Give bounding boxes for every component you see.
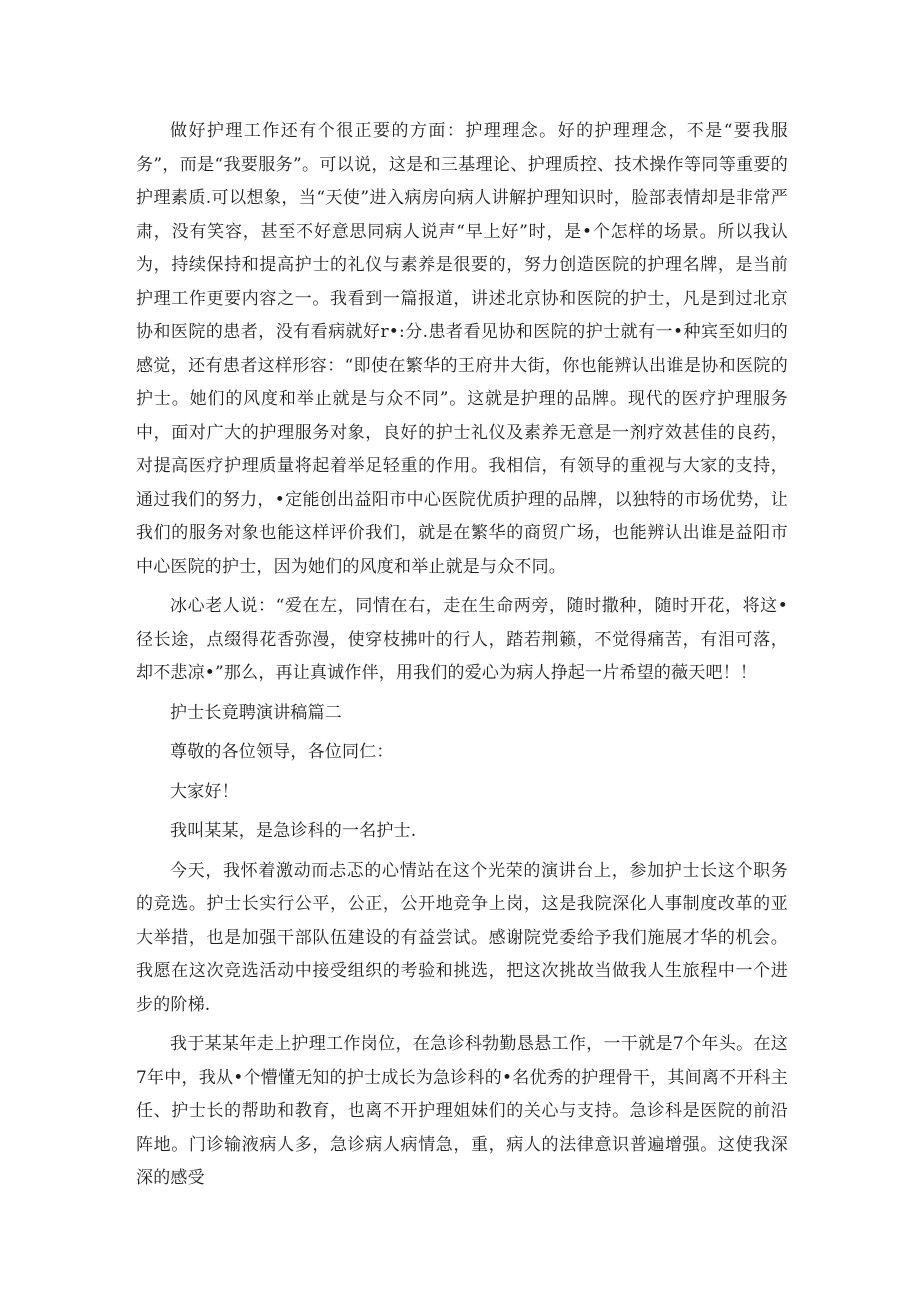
paragraph-bingxin-quote: 冰心老人说：“爱在左，同情在右，走在生命两旁，随时撒种，随时开花，将这•径长途，点缀得花香弥漫，使穿枝拂叶的行人，踏若荆籁，不觉得痛苦，有泪可落，却不悲凉•”那么，再让真诚作伴，用我们的爱心为病人挣起一片希望的薇天吧！！ [136,596,788,683]
paragraph-nursing-philosophy: 做好护理工作还有个很正要的方面：护理理念。好的护理理念，不是“要我服务”，而是“我要服务”。可以说，这是和三基理论、护理质控、技术操作等同等重要的护理素质.可以想象，当“天使”进入病房向病人讲解护理知识时，脸部表情却是非常严肃，没有笑容，甚至不好意思同病人说声“早上好”时，是•个怎样的场景。所以我认为，持续保持和提高护士的礼仪与素养是很要的，努力创造医院的护理名牌，是当前护理工作更要内容之一。我看到一篇报道，讲述北京协和医院的护士，凡是到过北京协和医院的患者，没有看病就好r•:分.患者看见协和医院的护士就有一•种宾至如归的感觉，还有患者这样形容：“即使在繁华的王府井大街，你也能辨认出谁是协和医院的护士。她们的风度和举止就是与众不同”。这就是护理的品牌。现代的医疗护理服务中，面对广大的护理服务对象，良好的护士礼仪及素养无意是一剂疗效甚佳的良药，对提高医疗护理质量将起着举足轻重的作用。我相信，有领导的重视与大家的支持，通过我们的努力，•定能创出益阳市中心医院优质护理的品牌，以独特的市场优势，让我们的服务对象也能这样评价我们，就是在繁华的商贸广场，也能辨认出谁是益阳市中心医院的护士，因为她们的风度和举止就是与众不同。 [136,121,788,577]
greeting: 大家好！ [170,781,239,802]
paragraph-competition-intro: 今天，我怀着激动而忐忑的心情站在这个光荣的演讲台上，参加护士长这个职务的竞选。护士长实行公平，公正，公开地竞争上岗，这是我院深化人事制度改革的亚大举措，也是加强干部队伍建设的有益尝试。感谢院党委给予我们施展才华的机会。我愿在这次竞选活动中接受组织的考验和挑选，把这次挑故当做我人生旅程中一个进步的阶梯. [136,860,788,1015]
paragraph-work-experience: 我于某某年走上护理工作岗位，在急诊科勃勤恳悬工作，一干就是7个年头。在这7年中，我从•个懵懂无知的护士成长为急诊科的•名优秀的护理骨干，其间离不开科主任、护士长的帮助和教育，也离不开护理姐妹们的关心与支持。急诊科是医院的前沿阵地。门诊输液病人多，急诊病人病情急，重，病人的法律意识普遍增强。这使我深深的感受 [136,1034,788,1188]
self-introduction: 我叫某某，是急诊科的一名护士. [170,821,417,841]
section-heading: 护士长竟聘演讲稿篇二 [170,702,342,723]
document-body [136,115,788,1196]
salutation: 尊敬的各位领导，各位同仁： [170,742,394,762]
